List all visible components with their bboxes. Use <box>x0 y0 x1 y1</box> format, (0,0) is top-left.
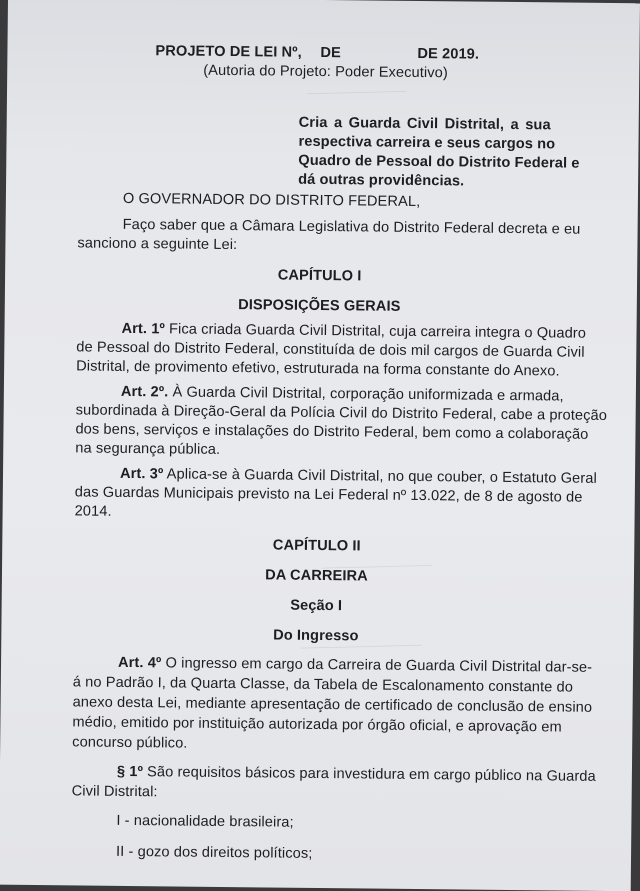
article-1-line: de Pessoal do Distrito Federal, constituída de dois mil cargos de Guarda Civil <box>76 339 585 361</box>
article-3-line: Art. 3º Aplica-se à Guarda Civil Distrital, no que couber, o Estatuto Geral <box>119 465 597 487</box>
article-2-line: dos bens, serviços e instalações do Distrito Federal, bem como a colaboração <box>75 421 589 443</box>
article-4-label: Art. 4º <box>117 654 162 672</box>
article-4-line: Art. 4º O ingresso em cargo da Carreira de Guarda Civil Distrital dar-se- <box>117 654 593 676</box>
ementa-line: Cria a Guarda Civil Distrital, a sua <box>298 114 551 134</box>
bleed-through-texture: —————————— <box>321 559 433 574</box>
article-4-line: anexo desta Lei, mediante apresentação de certificado de conclusão de ensino <box>72 694 593 716</box>
requirement-item: II - gozo dos direitos políticos; <box>115 843 313 862</box>
article-1-label: Art. 1º <box>121 320 165 338</box>
article-2-line: Art. 2º. À Guarda Civil Distrital, corporação uniformizada e armada, <box>120 383 564 405</box>
preamble-line: sanciono a seguinte Lei: <box>77 235 238 254</box>
section-heading: Seção I <box>290 597 343 615</box>
article-1-line: Art. 1º Fica criada Guarda Civil Distrital, cuja carreira integra o Quadro <box>121 320 587 342</box>
paragraph-1-line: Civil Distrital: <box>71 783 158 801</box>
chapter-subtitle: DISPOSIÇÕES GERAIS <box>238 297 401 315</box>
bill-title <box>155 42 480 63</box>
article-3-line: das Guardas Municipais previsto na Lei Federal nº 13.022, de 8 de agosto de <box>74 484 583 506</box>
article-3-label: Art. 3º <box>119 465 164 483</box>
bleed-through-texture: ————————— <box>306 85 407 100</box>
chapter-subtitle: DA CARREIRA <box>265 567 368 585</box>
article-4-line: concurso público. <box>72 734 188 752</box>
ementa-line: respectiva carreira e seus cargos no <box>298 133 556 153</box>
bill-title-de: DE <box>320 44 342 62</box>
paragraph-1-label: § 1º <box>116 763 144 781</box>
bill-title-prefix: PROJETO DE LEI Nº, <box>155 43 302 61</box>
section-title: Do Ingresso <box>273 627 359 645</box>
chapter-heading: CAPÍTULO II <box>272 537 361 555</box>
article-3-line: 2014. <box>74 503 112 520</box>
article-2-line: subordinada à Direção-Geral da Polícia Civil do Distrito Federal, cabe a proteção <box>75 402 608 424</box>
bleed-through-texture: ——————————— <box>301 638 423 654</box>
article-2-label: Art. 2º. <box>120 383 169 401</box>
requirement-item: I - nacionalidade brasileira; <box>116 812 294 831</box>
article-2-line: na segurança pública. <box>75 440 221 458</box>
bill-title-year: DE 2019. <box>417 45 480 63</box>
article-4-line: á no Padrão I, da Quarta Classe, da Tabela de Escalonamento constante do <box>72 674 574 696</box>
article-1-line: Distrital, de provimento efetivo, estruturada na forma constante do Anexo. <box>76 358 560 380</box>
ementa-line: Quadro de Pessoal do Distrito Federal e <box>298 152 580 172</box>
preamble-line: Faço saber que a Câmara Legislativa do Distrito Federal decreta e eu <box>122 216 581 238</box>
preamble-governor: O GOVERNADOR DO DISTRITO FEDERAL, <box>122 190 421 211</box>
chapter-heading: CAPÍTULO I <box>277 267 362 285</box>
bill-authorship: (Autoria do Projeto: Poder Executivo) <box>203 62 448 82</box>
article-4-line: médio, emitido por instituição autorizada por órgão oficial, e aprovação em <box>72 714 562 736</box>
ementa-line: dá outras providências. <box>298 171 465 190</box>
paragraph-1-line: § 1º São requisitos básicos para investidura em cargo público na Guarda <box>116 763 596 785</box>
